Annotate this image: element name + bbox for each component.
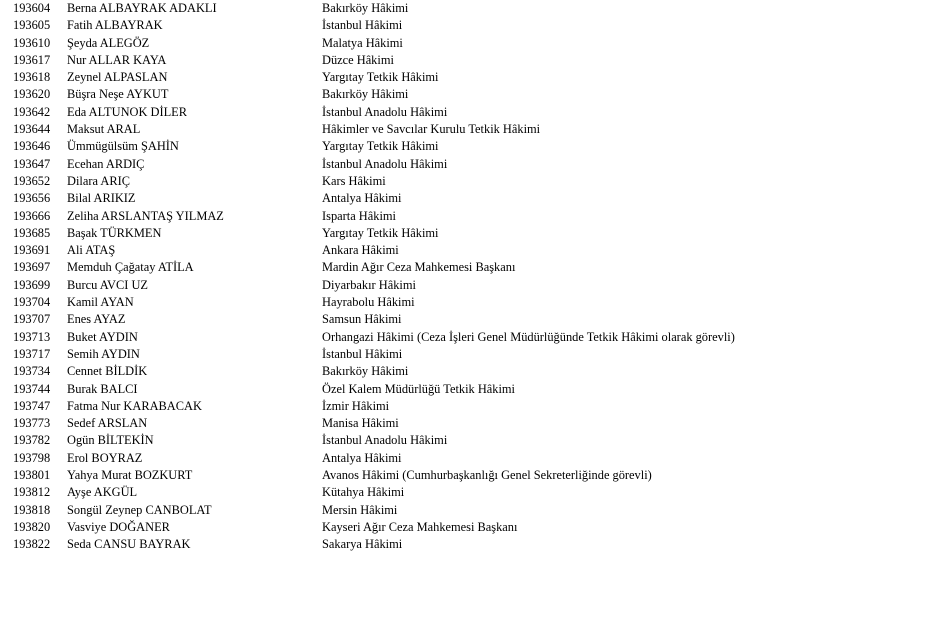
registry-number: 193747 [13, 398, 51, 413]
assigned-position: Yargıtay Tetkik Hâkimi [322, 70, 439, 85]
registry-number: 193605 [13, 18, 51, 33]
registry-number: 193642 [13, 104, 51, 119]
person-name: Yahya Murat BOZKURT [67, 468, 193, 483]
registry-number: 193704 [13, 295, 51, 310]
assigned-position: Bakırköy Hâkimi [322, 1, 409, 15]
registry-number: 193820 [13, 519, 51, 534]
assigned-position: Yargıtay Tetkik Hâkimi [322, 139, 439, 154]
assigned-position: Hâkimler ve Savcılar Kurulu Tetkik Hâkimi [322, 122, 541, 137]
assigned-position: Sakarya Hâkimi [322, 537, 403, 552]
registry-number: 193707 [13, 312, 51, 327]
assigned-position: Kütahya Hâkimi [322, 485, 405, 500]
person-name: Fatma Nur KARABACAK [67, 398, 202, 413]
person-name: Erol BOYRAZ [67, 450, 143, 465]
registry-number: 193666 [13, 208, 51, 223]
person-name: Fatih ALBAYRAK [67, 18, 163, 33]
assigned-position: Isparta Hâkimi [322, 208, 396, 223]
assigned-position: Düzce Hâkimi [322, 52, 394, 67]
registry-number: 193812 [13, 485, 51, 500]
person-name: Buket AYDIN [67, 329, 138, 344]
assigned-position: İstanbul Anadolu Hâkimi [322, 156, 448, 171]
person-name: Burcu AVCI UZ [67, 277, 148, 292]
person-name: Ali ATAŞ [67, 243, 116, 258]
assigned-position: Manisa Hâkimi [322, 416, 399, 431]
person-name: Burak BALCI [67, 381, 138, 396]
registry-number: 193697 [13, 260, 51, 275]
registry-number: 193713 [13, 329, 51, 344]
registry-number: 193801 [13, 468, 51, 483]
assigned-position: İstanbul Anadolu Hâkimi [322, 104, 448, 119]
assigned-position: İstanbul Hâkimi [322, 346, 403, 361]
assigned-position: Antalya Hâkimi [322, 191, 402, 206]
person-name: Başak TÜRKMEN [67, 225, 162, 240]
registry-number: 193685 [13, 225, 51, 240]
person-name: Dilara ARIÇ [67, 173, 130, 188]
registry-number: 193818 [13, 502, 51, 517]
assigned-position: Bakırköy Hâkimi [322, 87, 409, 102]
registry-number: 193610 [13, 35, 51, 50]
person-name: Cennet BİLDİK [67, 364, 148, 379]
registry-number: 193646 [13, 139, 51, 154]
person-name: Şeyda ALEGÖZ [67, 35, 150, 50]
person-name: Bilal ARIKIZ [67, 191, 136, 206]
assigned-position: Orhangazi Hâkimi (Ceza İşleri Genel Müdürlüğünde Tetkik Hâkimi olarak görevli) [322, 329, 735, 344]
person-name: Ogün BİLTEKİN [67, 433, 154, 448]
person-name: Songül Zeynep CANBOLAT [67, 502, 212, 517]
person-name: Semih AYDIN [67, 346, 140, 361]
registry-number: 193620 [13, 87, 51, 102]
assigned-position: Ankara Hâkimi [322, 243, 399, 258]
registry-number: 193773 [13, 416, 51, 431]
assigned-position: Bakırköy Hâkimi [322, 364, 409, 379]
assigned-position: Yargıtay Tetkik Hâkimi [322, 225, 439, 240]
person-name: Büşra Neşe AYKUT [67, 87, 169, 102]
person-name: Berna ALBAYRAK ADAKLI [67, 1, 217, 15]
assigned-position: Mersin Hâkimi [322, 502, 398, 517]
registry-number: 193822 [13, 537, 51, 552]
registry-number: 193647 [13, 156, 51, 171]
registry-number: 193652 [13, 173, 51, 188]
person-name: Nur ALLAR KAYA [67, 52, 167, 67]
registry-number: 193744 [13, 381, 51, 396]
assigned-position: Diyarbakır Hâkimi [322, 277, 416, 292]
registry-number: 193782 [13, 433, 51, 448]
assigned-position: Kars Hâkimi [322, 173, 386, 188]
person-name: Zeynel ALPASLAN [67, 70, 168, 85]
assigned-position: İstanbul Hâkimi [322, 18, 403, 33]
registry-number: 193798 [13, 450, 51, 465]
person-name: Zeliha ARSLANTAŞ YILMAZ [67, 208, 224, 223]
assigned-position: Avanos Hâkimi (Cumhurbaşkanlığı Genel Sekreterliğinde görevli) [322, 468, 652, 483]
person-name: Seda CANSU BAYRAK [67, 537, 191, 552]
person-name: Sedef ARSLAN [67, 416, 148, 431]
registry-number: 193617 [13, 52, 51, 67]
registry-number: 193644 [13, 122, 51, 137]
assigned-position: Malatya Hâkimi [322, 35, 403, 50]
assigned-position: İstanbul Anadolu Hâkimi [322, 433, 448, 448]
person-name: Ayşe AKGÜL [67, 485, 138, 500]
person-name: Ecehan ARDIÇ [67, 156, 145, 171]
person-name: Memduh Çağatay ATİLA [67, 260, 194, 275]
registry-number: 193618 [13, 70, 51, 85]
registry-number: 193734 [13, 364, 51, 379]
person-name: Enes AYAZ [67, 312, 126, 327]
person-name: Ümmügülsüm ŞAHİN [67, 139, 179, 154]
assigned-position: Hayrabolu Hâkimi [322, 295, 415, 310]
assigned-position: Samsun Hâkimi [322, 312, 402, 327]
person-name: Maksut ARAL [67, 122, 141, 137]
person-name: Eda ALTUNOK DİLER [67, 104, 187, 119]
registry-number: 193604 [13, 1, 51, 15]
assigned-position: Özel Kalem Müdürlüğü Tetkik Hâkimi [322, 381, 515, 396]
registry-number: 193699 [13, 277, 51, 292]
assigned-position: Mardin Ağır Ceza Mahkemesi Başkanı [322, 260, 516, 275]
assigned-position: Antalya Hâkimi [322, 450, 402, 465]
person-name: Vasviye DOĞANER [67, 519, 170, 534]
registry-number: 193717 [13, 346, 51, 361]
registry-number: 193656 [13, 191, 51, 206]
assigned-position: İzmir Hâkimi [322, 398, 390, 413]
assigned-position: Kayseri Ağır Ceza Mahkemesi Başkanı [322, 519, 518, 534]
person-name: Kamil AYAN [67, 295, 134, 310]
registry-number: 193691 [13, 243, 51, 258]
